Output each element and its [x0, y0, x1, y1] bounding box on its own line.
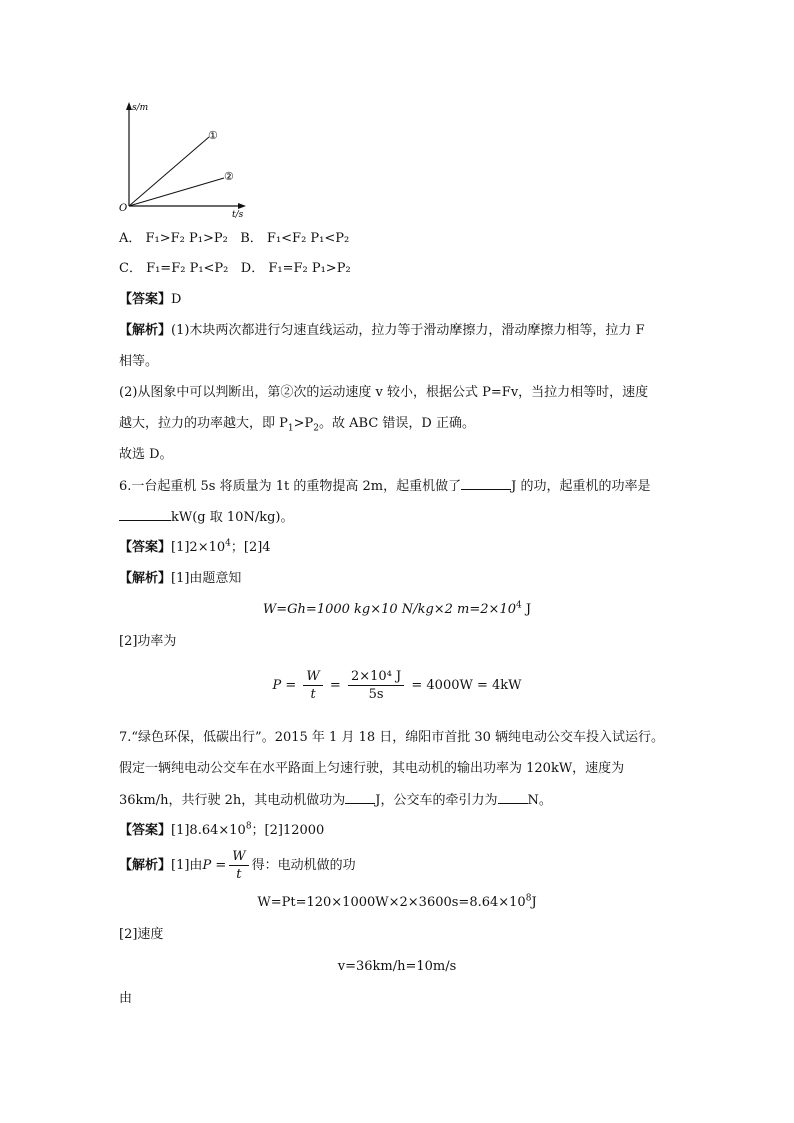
q6-answer	[119, 539, 271, 557]
text: ；[2]4	[230, 540, 271, 555]
superscript: 4	[515, 600, 522, 611]
option-a: A． F₁>F₂ P₁>P₂	[119, 231, 228, 246]
q6-analysis-1	[119, 570, 241, 588]
origin-label: O	[119, 203, 128, 214]
numerator: 2×10⁴ J	[348, 668, 404, 686]
text: [1]8.64×10	[171, 823, 246, 838]
text: P =	[272, 678, 297, 693]
q5-conclusion: 故选 D。	[119, 447, 173, 462]
text: [1]2×10	[171, 540, 226, 555]
st-graph	[112, 96, 262, 222]
text: J 的功，起重机的功率是	[511, 479, 651, 494]
text: 越大，拉力的功率越大，即 P	[119, 416, 288, 431]
text: P =	[202, 858, 227, 873]
x-axis-arrow	[238, 203, 246, 209]
q7-stem-line2: 假定一辆纯电动公交车在水平路面上匀速行驶，其电动机的输出功率为 120kW，速度为	[119, 761, 625, 776]
option-b: B． F₁<F₂ P₁<P₂	[240, 231, 350, 246]
q6-analysis-2: [2]功率为	[119, 634, 177, 649]
q7-analysis-1	[119, 848, 356, 884]
denominator: t	[236, 867, 242, 882]
answer-tag: 【答案】	[119, 292, 172, 307]
line1-label: ①	[208, 129, 218, 142]
q7-equation-1	[0, 894, 794, 912]
superscript: 8	[525, 893, 532, 904]
text: kW(g 取 10N/kg)。	[171, 510, 294, 525]
answer-tag: 【答案】	[119, 823, 172, 838]
q6-stem-line1	[119, 477, 650, 496]
q7-analysis-2: [2]速度	[119, 927, 164, 942]
q7-stem-line1: 7.“绿色环保，低碳出行”。2015 年 1 月 18 日，绵阳市首批 30 辆纯电动公交车投入试运行。	[119, 730, 665, 745]
q6-equation-1	[0, 601, 794, 619]
text: W=Gh=1000 kg×10 N/kg×2 m=2×10	[262, 602, 516, 617]
answer-value: D	[171, 292, 182, 307]
analysis-text: (1)木块两次都进行匀速直线运动，拉力等于滑动摩擦力，滑动摩擦力相等，拉力 F	[171, 323, 645, 338]
text: 得：电动机做的功	[251, 858, 356, 873]
line2-label: ②	[224, 170, 234, 183]
text: 6.一台起重机 5s 将质量为 1t 的重物提高 2m，起重机做了	[119, 479, 462, 494]
text: [1]由	[171, 858, 203, 873]
fraction	[348, 668, 404, 703]
text: W=Pt=120×1000W×2×3600s=8.64×10	[257, 895, 526, 910]
option-d: D． F₁=F₂ P₁>P₂	[240, 261, 351, 276]
text: >P	[293, 416, 314, 431]
superscript: 8	[245, 821, 252, 832]
answer-tag: 【答案】	[119, 540, 172, 555]
analysis-tag: 【解析】	[119, 858, 172, 873]
numerator: W	[229, 848, 248, 866]
q6-stem-line2	[119, 508, 293, 527]
q6-equation-2	[0, 668, 794, 704]
q5-options-row1	[119, 230, 349, 248]
q7-equation-2: v=36km/h=10m/s	[337, 959, 457, 974]
analysis-tag: 【解析】	[119, 323, 172, 338]
q7-last-line: 由	[119, 991, 133, 1006]
q7-stem-line3	[119, 791, 552, 810]
analysis-tag: 【解析】	[119, 571, 172, 586]
text: J	[531, 895, 537, 910]
blank-2	[119, 508, 171, 521]
q5-analysis-1a	[119, 322, 645, 340]
text: =	[329, 678, 341, 693]
blank-1	[345, 791, 375, 804]
text: 。故 ABC 错误，D 正确。	[319, 416, 475, 431]
text: J	[521, 602, 532, 617]
option-c: C． F₁=F₂ P₁<P₂	[119, 261, 229, 276]
text: ；[2]12000	[251, 823, 325, 838]
q5-options-row2	[119, 260, 351, 278]
blank-2	[498, 791, 528, 804]
denominator: t	[310, 687, 316, 702]
text: J，公交车的牵引力为	[375, 793, 498, 808]
subscript: 1	[287, 423, 294, 434]
q5-analysis-1b: 相等。	[119, 354, 159, 369]
q7-answer	[119, 822, 324, 840]
x-axis-label: t/s	[232, 210, 244, 220]
subscript: 2	[313, 423, 319, 434]
text: [1]由题意知	[171, 571, 242, 586]
y-axis-label: s/m	[132, 103, 149, 113]
fraction	[303, 668, 322, 703]
text: N。	[527, 793, 552, 808]
graph-line-2	[129, 178, 224, 206]
text: 36km/h，共行驶 2h，其电动机做功为	[119, 793, 346, 808]
denominator: 5s	[368, 687, 384, 702]
numerator: W	[303, 668, 322, 686]
q5-analysis-2b	[119, 415, 475, 433]
q5-answer	[119, 291, 181, 309]
superscript: 4	[225, 538, 231, 549]
blank-1	[461, 477, 511, 490]
graph-line-1	[129, 137, 209, 206]
fraction	[229, 848, 248, 883]
text: = 4000W = 4kW	[411, 678, 522, 693]
q5-analysis-2a: (2)从图象中可以判断出，第②次的运动速度 v 较小，根据公式 P=Fv，当拉力相等时，速度	[119, 385, 649, 400]
